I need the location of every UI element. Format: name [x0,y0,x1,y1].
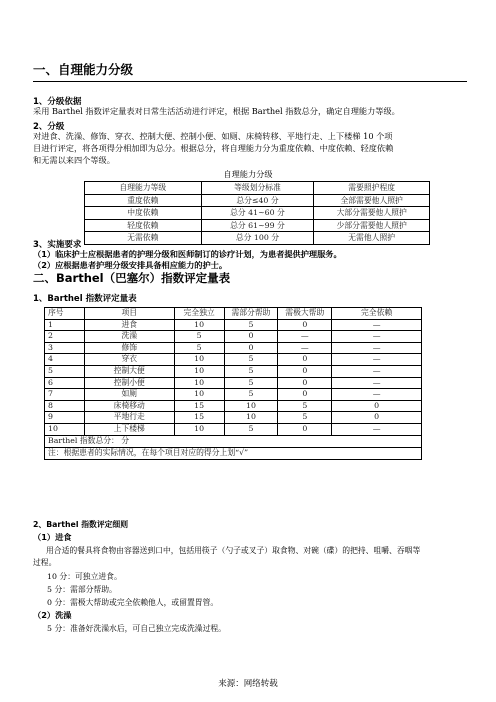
table-cell: 5 [278,400,332,412]
table-cell: 轻度依赖 [85,219,202,232]
table-header-cell: 需要照护程度 [314,182,430,195]
table-row [45,331,422,343]
self-care-level-table [84,181,430,245]
table-header-cell: 等级划分标准 [201,182,314,195]
table-row [45,342,422,354]
table-cell: 4 [45,354,85,366]
table-cell: 中度依赖 [85,207,202,220]
table-cell: 大部分需要他人照护 [314,207,430,220]
table-cell: 洗澡 [84,331,174,343]
item-eating-score-5: 5 分：需部分帮助。 [47,585,117,594]
table-cell: 总分 100 分 [201,232,314,245]
table-cell: 10 [174,354,224,366]
paragraph-grading-line2: 目进行评定，将各项得分相加即为总分。根据总分，将自理能力分为重度依赖、中度依赖、轻度依赖 [33,143,394,153]
table-cell: 6 [45,377,85,389]
table-cell: 5 [278,412,332,424]
table-cell: 3 [45,342,85,354]
table-cell: 0 [278,377,332,389]
table-cell: 5 [224,389,278,401]
table-cell: 5 [224,319,278,331]
table-cell: 如厕 [84,389,174,401]
item-eating-score-0: 0 分：需极大帮助或完全依赖他人，或留置胃管。 [47,598,219,607]
table-row [45,412,422,424]
table-cell: — [332,354,422,366]
table-cell: 10 [224,400,278,412]
table-row [45,319,422,331]
table-cell: 0 [332,400,422,412]
table-cell: 上下楼梯 [84,423,174,435]
title-divider [33,81,467,82]
table-cell: 0 [278,354,332,366]
requirement-1: （1）临床护士应根据患者的护理分级和医师制订的诊疗计划，为患者提供护理服务。 [33,249,342,259]
table-row [45,423,422,435]
table-cell: — [332,319,422,331]
table-cell: — [332,389,422,401]
table-cell: — [278,342,332,354]
table-cell: 10 [174,423,224,435]
table-cell: 10 [174,365,224,377]
table-cell: 重度依赖 [85,194,202,207]
table-row [45,400,422,412]
table-header-cell: 需部分帮助 [224,308,278,320]
table-row [85,219,430,232]
source-footer: 来源：网络转载 [218,679,278,689]
table-cell: 0 [278,423,332,435]
table-row [85,194,430,207]
table-cell: 0 [224,331,278,343]
table-header-cell: 自理能力等级 [85,182,202,195]
table-cell: 8 [45,400,85,412]
table-cell: 平地行走 [84,412,174,424]
table-cell: 0 [224,342,278,354]
item-eating-score-10: 10 分：可独立进食。 [47,572,122,581]
table-cell: — [332,331,422,343]
subheading-barthel-details: 2、Barthel 指数评定细则 [33,520,129,529]
paragraph-grading-line1: 对进食、洗澡、修饰、穿衣、控制大便、控制小便、如厕、床椅转移、平地行走、上下楼梯 10 个项 [33,131,393,141]
table-cell: 15 [174,412,224,424]
table-cell: — [278,331,332,343]
table-cell: 10 [45,423,85,435]
subheading-requirements: 3、实施要求 [33,240,82,250]
table-header-cell: 项目 [84,308,174,320]
table-cell: 10 [224,412,278,424]
table-cell: 总分 61~99 分 [201,219,314,232]
table-cell: — [332,377,422,389]
table-cell: 修饰 [84,342,174,354]
table-cell: 5 [224,365,278,377]
barthel-table-body [45,319,422,435]
table-cell: 穿衣 [84,354,174,366]
score-row [45,435,422,447]
table-cell: 无需依赖 [85,232,202,245]
score-total-label: Barthel 指数总分： 分 [45,435,422,447]
table-cell: 全部需要他人照护 [314,194,430,207]
subheading-barthel-table: 1、Barthel 指数评定量表 [33,294,137,304]
table-cell: — [332,423,422,435]
table-cell: — [332,365,422,377]
table-cell: 5 [45,365,85,377]
table-cell: 10 [174,389,224,401]
table-cell: 15 [174,400,224,412]
table-cell: 总分≤40 分 [201,194,314,207]
table-header-row [85,182,430,195]
table-cell: 10 [174,319,224,331]
table-cell: 5 [224,377,278,389]
table-caption: 自理能力分级 [223,169,273,179]
table-row [45,365,422,377]
section-title-2: 二、Barthel（巴塞尔）指数评定量表 [33,271,231,285]
table-cell: 进食 [84,319,174,331]
item-bathing-score-5: 5 分：准备好洗澡水后，可自己独立完成洗澡过程。 [47,624,226,633]
section-title-1: 一、自理能力分级 [33,62,134,77]
table-cell: 总分 41~60 分 [201,207,314,220]
table-cell: 5 [224,423,278,435]
table-row [45,389,422,401]
table-cell: 0 [278,389,332,401]
table-header-cell: 完全独立 [174,308,224,320]
requirement-2: （2）应根据患者护理分级安排具备相应能力的护士。 [33,260,228,270]
paragraph-grading-line3: 和无需以来四个等级。 [33,155,115,165]
table-cell: 7 [45,389,85,401]
item-eating-title: （1）进食 [33,532,72,542]
note-row [45,447,422,459]
table-cell: — [332,342,422,354]
table-cell: 5 [174,331,224,343]
table-cell: 控制小便 [84,377,174,389]
table-row [85,207,430,220]
table-cell: 5 [224,354,278,366]
table-header-cell: 完全依赖 [332,308,422,320]
table-cell: 床椅移动 [84,400,174,412]
table-cell: 0 [278,365,332,377]
table-cell: 0 [278,319,332,331]
item-eating-desc-line2: 过程。 [33,558,57,567]
table-row [45,377,422,389]
table-cell: 10 [174,377,224,389]
table-row [45,354,422,366]
table-header-cell: 需极大帮助 [278,308,332,320]
table-header-cell: 序号 [45,308,85,320]
subheading-grading: 2、分级 [33,122,65,132]
table-cell: 9 [45,412,85,424]
table-cell: 无需他人照护 [314,232,430,245]
table-cell: 1 [45,319,85,331]
item-eating-desc-line1: 用合适的餐具将食物由容器送到口中，包括用筷子（勺子或叉子）取食物、对碗（碟）的把持、咀嚼、吞咽等 [46,546,421,555]
table-row [85,232,430,245]
table-cell: 2 [45,331,85,343]
table-cell: 5 [174,342,224,354]
table-cell: 控制大便 [84,365,174,377]
table-note: 注：根据患者的实际情况，在每个项目对应的得分上划“√” [45,447,422,459]
table-cell: 0 [332,412,422,424]
item-bathing-title: （2）洗澡 [33,610,72,620]
table-cell: 少部分需要他人照护 [314,219,430,232]
barthel-table [44,307,422,460]
subheading-basis: 1、分级依据 [33,97,82,107]
table-header-row [45,308,422,320]
paragraph-basis: 采用 Barthel 指数评定量表对日常生活活动进行评定，根据 Barthel 指数总分，确定自理能力等级。 [33,106,400,116]
